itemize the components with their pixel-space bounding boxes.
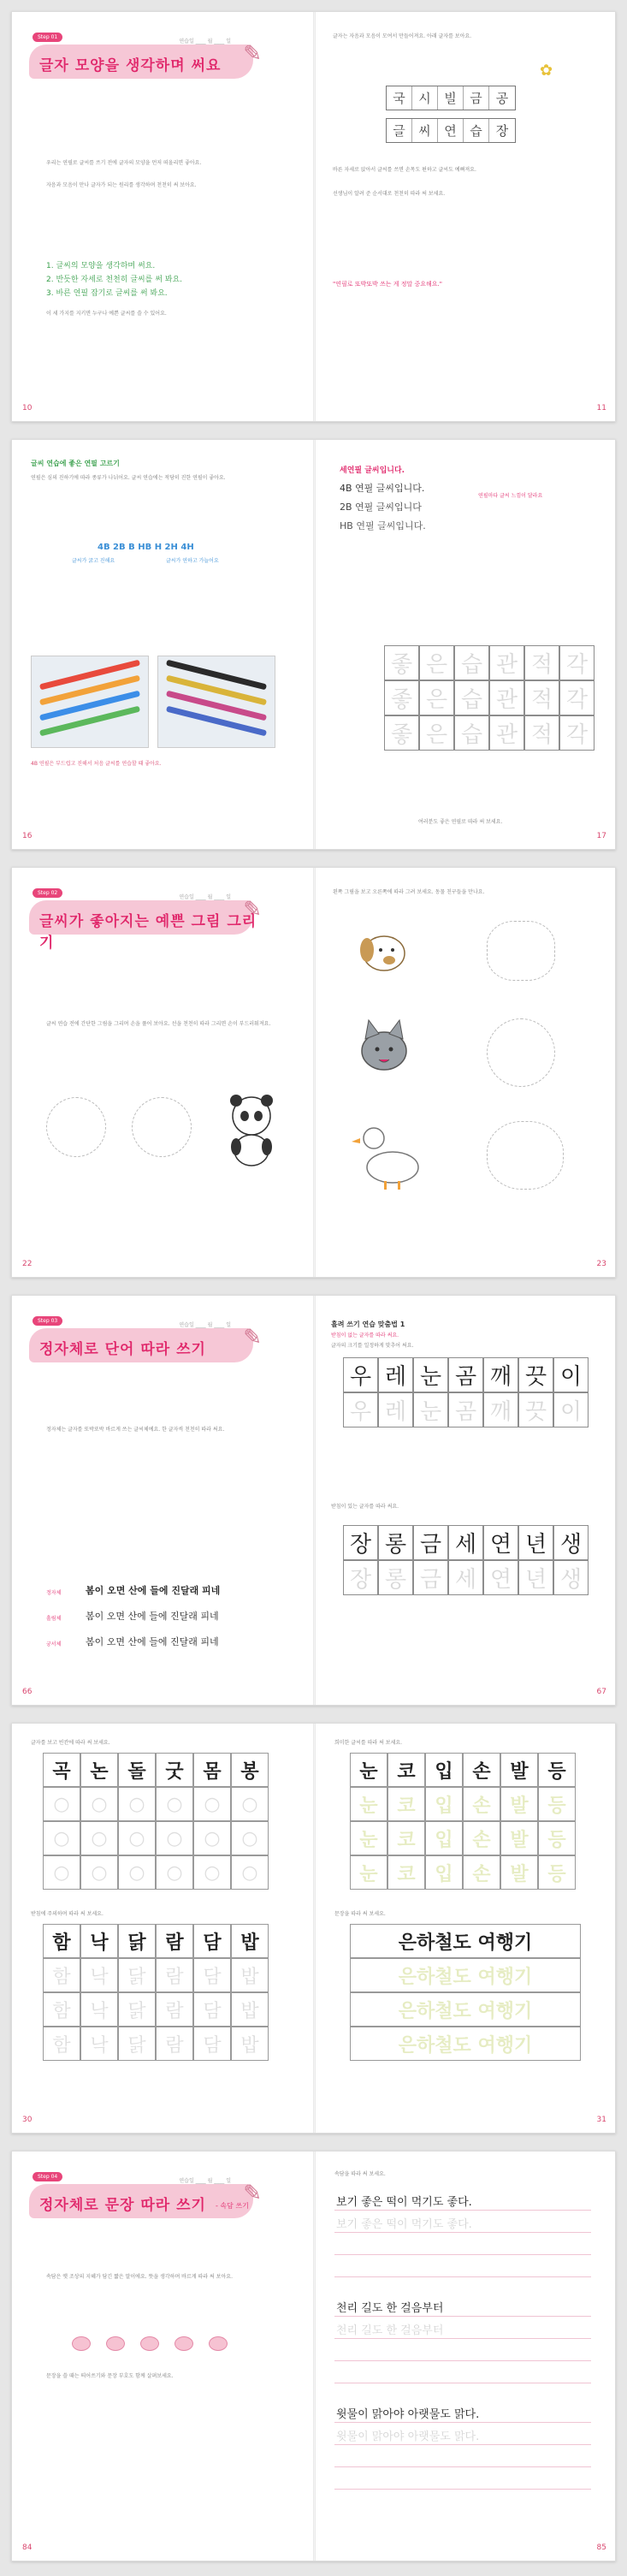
sentence-1-trace: 보기 좋은 떡이 먹기도 좋다. [336, 2218, 472, 2231]
lesson-header: Step 02 연습일 ____ 월 ____ 일 글씨가 좋아지는 예쁜 그림 그리기 ✎ [29, 888, 262, 941]
section-heading: 세연필 글씨입니다. [340, 466, 405, 475]
spread-6 [11, 2151, 616, 2561]
intro-text: 왼쪽 그림을 보고 오른쪽에 따라 그려 보세요. 동물 친구들을 만나요. [333, 889, 485, 895]
step-badge: Step 02 [33, 888, 62, 898]
paragraph: 자음과 모음이 만나 글자가 되는 원리를 생각하며 천천히 써 보아요. [46, 182, 197, 188]
step-badge: Step 03 [33, 1316, 62, 1326]
sketch-outline [487, 921, 555, 981]
pencil-icon: ✎ [243, 897, 262, 923]
sentence-3-trace: 윗물이 맑아야 아랫물도 맑다. [336, 2431, 480, 2443]
letter-box-2: 글 씨 연 습 장 [386, 118, 516, 143]
note: 받침이 없는 글자를 따라 써요. [331, 1333, 399, 1338]
sentence-trace: 은하철도 여행기 [350, 1992, 581, 2027]
note: 속담을 따라 써 보세요. [334, 2171, 386, 2177]
glyph-row-2: 함 낙 닭 람 담 밥 [43, 1924, 269, 1958]
sketch-outline [132, 1097, 192, 1157]
page-number: 23 [596, 1260, 606, 1268]
tip-2: 2. 반듯한 자세로 천천히 글씨를 써 봐요. [46, 276, 183, 284]
sketch-outline [487, 1018, 555, 1087]
page-22 [12, 868, 313, 1277]
page-number: 84 [22, 2543, 33, 2552]
grade-hard: 글씨가 연하고 가늘어요 [166, 558, 219, 564]
spread-2 [11, 439, 616, 850]
word-grid-2: 장 롱 금 세 연 년 생 장 롱 금 세 연 년 생 [343, 1525, 591, 1595]
glyph-row-1: 곡 논 돌 굿 몸 봉 [43, 1753, 269, 1787]
note: 받침에 주의하며 따라 써 보세요. [31, 1911, 104, 1917]
page-number: 22 [22, 1260, 33, 1268]
glyph-row-1-trace: ○ ○ ○ ○ ○ ○ [43, 1787, 269, 1821]
glyph-row-1: 눈 코 입 손 발 등 [350, 1753, 576, 1787]
sample-line-3: 봄이 오면 산에 들에 진달래 피네 [86, 1636, 219, 1647]
page-number: 11 [596, 404, 606, 413]
sample-line-1: 봄이 오면 산에 들에 진달래 피네 [86, 1585, 221, 1596]
page-number: 67 [596, 1688, 606, 1696]
dog-drawing [350, 919, 418, 988]
page-31 [316, 1724, 616, 2133]
glyph-row-2-trace: 함 낙 닭 람 담 밥 [43, 1992, 269, 2027]
word-grid-1: 우 레 눈 곰 깨 끗 이 우 레 눈 곰 깨 끗 이 [343, 1357, 591, 1427]
sketch-outline [46, 1097, 106, 1157]
sample-line-2: 봄이 오면 산에 들에 진달래 피네 [86, 1611, 219, 1622]
page-30 [12, 1724, 313, 2133]
pig-icon [174, 2336, 193, 2351]
pig-icon [72, 2336, 91, 2351]
glyph-row-1-trace: 눈 코 입 손 발 등 [350, 1855, 576, 1890]
sketch-outline [487, 1121, 564, 1190]
paragraph: 문장을 쓸 때는 띄어쓰기와 문장 부호도 함께 살펴보세요. [46, 2373, 174, 2379]
spread-4 [11, 1295, 616, 1706]
section-heading: 글씨 연습에 좋은 연필 고르기 [31, 460, 120, 467]
spread-5 [11, 1723, 616, 2134]
intro-text: 글자는 자음과 모음이 모여서 만들어져요. 아래 글자를 보아요. [333, 33, 472, 39]
step-badge: Step 01 [33, 33, 62, 42]
lesson-subtitle: - 속담 쓰기 [216, 2202, 249, 2210]
quote: "연필로 또박또박 쓰는 게 정말 중요해요." [333, 281, 442, 288]
paragraph: 연필은 심의 진하기에 따라 종류가 나뉘어요. 글씨 연습에는 적당히 진한 연필이 좋아요. [31, 475, 226, 481]
duck-drawing [350, 1116, 427, 1193]
body-text: 바른 자세로 앉아서 글씨를 쓰면 손목도 편하고 글씨도 예뻐져요. [333, 167, 476, 173]
spread-1 [11, 11, 616, 422]
paragraph: 우리는 연필로 글씨를 쓰기 전에 글자의 모양을 먼저 떠올리면 좋아요. [46, 160, 202, 166]
glyph-row-1-trace: 눈 코 입 손 발 등 [350, 1821, 576, 1855]
glyph-row-1-trace: 눈 코 입 손 발 등 [350, 1787, 576, 1821]
sample-row-2: 2B 연필 글씨입니다 [340, 502, 422, 513]
letter-box-1: 국 시 빌 금 공 [386, 86, 516, 110]
page-number: 66 [22, 1688, 33, 1696]
note: 희미한 글씨를 따라 써 보세요. [334, 1740, 403, 1746]
lesson-title: 글자 모양을 생각하며 써요 [39, 57, 222, 74]
glyph-row-1-trace: ○ ○ ○ ○ ○ ○ [43, 1821, 269, 1855]
page-number: 16 [22, 832, 33, 840]
sentence-2: 천리 길도 한 걸음부터 [336, 2302, 444, 2315]
pencil-grades: 4B 2B B HB H 2H 4H [98, 543, 194, 552]
pencil-icon: ✎ [243, 41, 262, 67]
page-11 [316, 12, 616, 421]
page-17 [316, 440, 616, 849]
sentence-trace: 은하철도 여행기 [350, 2027, 581, 2061]
grade-soft: 글씨가 굵고 진해요 [72, 558, 115, 564]
note: 문장을 따라 써 보세요. [334, 1911, 386, 1917]
page-66: Step 03 연습일 ____ 월 ____ 일 정자체로 단어 따라 쓰기 ✎ 정자체는 글자를 또박또박 바르게 쓰는 글씨체예요. 한 글자씩 천천히 따라 써요. 정자체 봄이 오면 산에 들에 진달래 피네 흘림체 봄이 오면 산에 들에 진달래 피네 궁서체 봄이 오면 산에 들에 진달래 피네 66 [12, 1296, 313, 1705]
lesson-title: 정자체로 단어 따라 쓰기 [39, 1341, 206, 1358]
page-67 [316, 1296, 616, 1705]
page-number: 10 [22, 404, 33, 413]
lesson-title: 글씨가 좋아지는 예쁜 그림 그리기 [39, 913, 257, 952]
page-84 [12, 2152, 313, 2561]
glyph-row-2-trace: 함 낙 닭 람 담 밥 [43, 1958, 269, 1992]
sentence-trace: 은하철도 여행기 [350, 1958, 581, 1992]
pig-icon [106, 2336, 125, 2351]
sample-row-1: 4B 연필 글씨입니다. [340, 483, 425, 494]
spread-3 [11, 867, 616, 1278]
sentence-3: 윗물이 맑아야 아랫물도 맑다. [336, 2408, 480, 2421]
note: 글자를 보고 빈칸에 따라 써 보세요. [31, 1740, 110, 1746]
pencil-icon: ✎ [243, 1325, 262, 1350]
sentence-1: 보기 좋은 떡이 먹기도 좋다. [336, 2196, 472, 2209]
paragraph: 글씨 연습 전에 간단한 그림을 그리며 손을 풀어 보아요. 선을 천천히 따라 그리면 손이 부드러워져요. [46, 1021, 271, 1027]
paragraph: 정자체는 글자를 또박또박 바르게 쓰는 글씨체예요. 한 글자씩 천천히 따라 써요. [46, 1427, 225, 1433]
practice-grid: 좋 은 습 관 적 각 좋 은 습 관 적 각 좋 은 습 관 적 각 [384, 645, 598, 751]
pig-icon [209, 2336, 228, 2351]
page-10 [12, 12, 313, 421]
page-number: 30 [22, 2116, 33, 2124]
bottom-text: 여러분도 좋은 연필로 따라 써 보세요. [418, 819, 503, 825]
page-16 [12, 440, 313, 849]
tip-1: 1. 글씨의 모양을 생각하며 써요. [46, 262, 156, 270]
cat-drawing [350, 1013, 418, 1090]
closing-text: 이 세 가지를 지키면 누구나 예쁜 글씨를 쓸 수 있어요. [46, 311, 167, 317]
lesson-header: Step 03 연습일 ____ 월 ____ 일 정자체로 단어 따라 쓰기 ✎ [29, 1316, 262, 1369]
lesson-title: 정자체로 문장 따라 쓰기 [39, 2197, 206, 2214]
lesson-header: Step 01 연습일 ____ 월 ____ 일 글자 모양을 생각하며 써요 ✎ [29, 33, 262, 86]
glyph-row-1-trace: ○ ○ ○ ○ ○ ○ [43, 1855, 269, 1890]
panda-drawing [217, 1090, 286, 1167]
page-number: 31 [596, 2116, 606, 2124]
page-number: 17 [596, 832, 606, 840]
note: 연필마다 글씨 느낌이 달라요 [478, 493, 543, 499]
tip-3: 3. 바른 연필 잡기로 글씨를 써 봐요. [46, 289, 168, 298]
page-85 [316, 2152, 616, 2561]
pencils-photo-1 [31, 656, 149, 748]
body-text: 선생님이 알려 준 순서대로 천천히 따라 써 보세요. [333, 191, 446, 197]
photo-caption: 4B 연필은 부드럽고 진해서 처음 글씨를 연습할 때 좋아요. [31, 761, 162, 767]
lesson-header: Step 04 연습일 ____ 월 ____ 일 정자체로 문장 따라 쓰기 - 속담 쓰기 ✎ [29, 2172, 262, 2225]
pencil-icon: ✎ [243, 2181, 262, 2206]
page-23 [316, 868, 616, 1277]
sentence-2-trace: 천리 길도 한 걸음부터 [336, 2324, 444, 2337]
paragraph: 속담은 옛 조상의 지혜가 담긴 짧은 말이에요. 뜻을 생각하며 바르게 따라 써 보아요. [46, 2274, 233, 2280]
glyph-row-2-trace: 함 낙 닭 람 담 밥 [43, 2027, 269, 2061]
pencils-photo-2 [157, 656, 275, 748]
pig-icon [140, 2336, 159, 2351]
sentence-row: 은하철도 여행기 [350, 1924, 581, 1958]
note: 받침이 있는 글자를 따라 써요. [331, 1504, 399, 1510]
section-heading: 흘려 쓰기 연습 맞춤법 1 [331, 1321, 405, 1328]
butterfly-icon: ✿ [540, 62, 553, 80]
step-badge: Step 04 [33, 2172, 62, 2181]
page-number: 85 [596, 2543, 606, 2552]
note: 글자의 크기를 일정하게 맞추어 써요. [331, 1343, 414, 1349]
sample-row-3: HB 연필 글씨입니다. [340, 520, 426, 531]
